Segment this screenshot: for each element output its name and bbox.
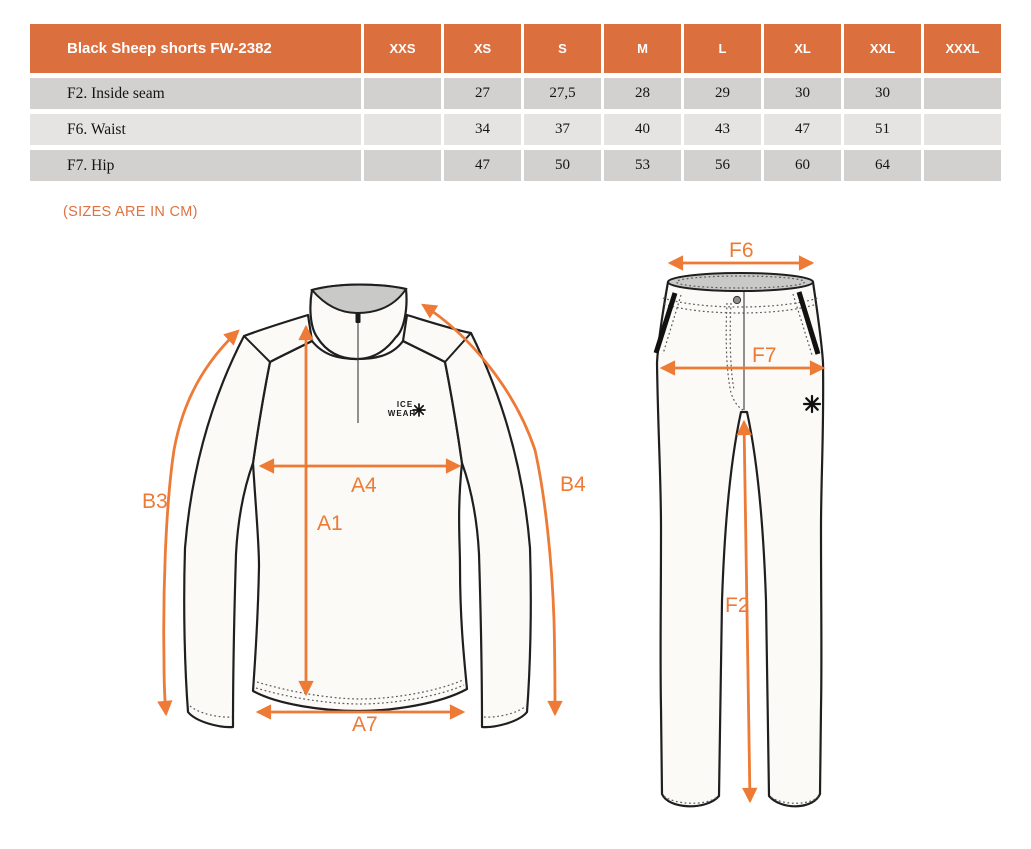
measure-label-f6: F6 [729,240,754,262]
size-col-header-s: S [524,24,601,73]
sweater-body [253,341,467,711]
measure-label-f2: F2 [725,594,750,617]
size-cell: 51 [844,114,921,145]
size-cell: 60 [764,150,841,181]
size-table [30,24,1001,181]
size-col-header-l: L [684,24,761,73]
size-cell: 50 [524,150,601,181]
logo-text-ice: ICE [396,400,414,409]
size-cell: 34 [444,114,521,145]
pants-drawing [656,240,823,806]
measure-label-b4: B4 [560,473,586,496]
size-cell: 47 [444,150,521,181]
size-cell [924,150,1001,181]
snowflake-icon [804,396,820,412]
size-cell: 47 [764,114,841,145]
size-col-header-xs: XS [444,24,521,73]
size-cell: 37 [524,114,601,145]
sizes-unit-note: (SIZES ARE IN CM) [63,204,198,220]
size-col-header-m: M [604,24,681,73]
measure-label-b3: B3 [142,490,168,513]
size-cell: 40 [604,114,681,145]
size-cell [924,114,1001,145]
size-cell: 56 [684,150,761,181]
size-cell [364,78,441,109]
size-cell [364,114,441,145]
row-label-inside-seam: F2. Inside seam [30,78,361,109]
size-cell: 27,5 [524,78,601,109]
size-cell: 30 [844,78,921,109]
snowflake-icon [413,404,425,416]
logo-text-wear: WEAR [387,409,417,418]
waist-button [733,296,740,303]
pants-body [657,282,823,806]
measurement-diagram [0,240,1031,849]
row-label-hip: F7. Hip [30,150,361,181]
measure-label-f7: F7 [752,344,777,367]
size-cell [924,78,1001,109]
size-cell: 64 [844,150,921,181]
row-label-waist: F6. Waist [30,114,361,145]
size-cell: 53 [604,150,681,181]
sweater-drawing [142,285,586,736]
size-col-header-xxl: XXL [844,24,921,73]
size-col-header-xl: XL [764,24,841,73]
size-cell: 28 [604,78,681,109]
measure-label-a4: A4 [351,474,377,497]
size-cell: 29 [684,78,761,109]
table-title: Black Sheep shorts FW-2382 [30,24,361,73]
size-cell: 43 [684,114,761,145]
size-cell: 27 [444,78,521,109]
size-cell: 30 [764,78,841,109]
size-col-header-xxs: XXS [364,24,441,73]
size-col-header-xxxl: XXXL [924,24,1001,73]
zipper-pull [356,313,361,323]
measure-label-a1: A1 [317,512,343,535]
size-cell [364,150,441,181]
measure-label-a7: A7 [352,713,378,736]
